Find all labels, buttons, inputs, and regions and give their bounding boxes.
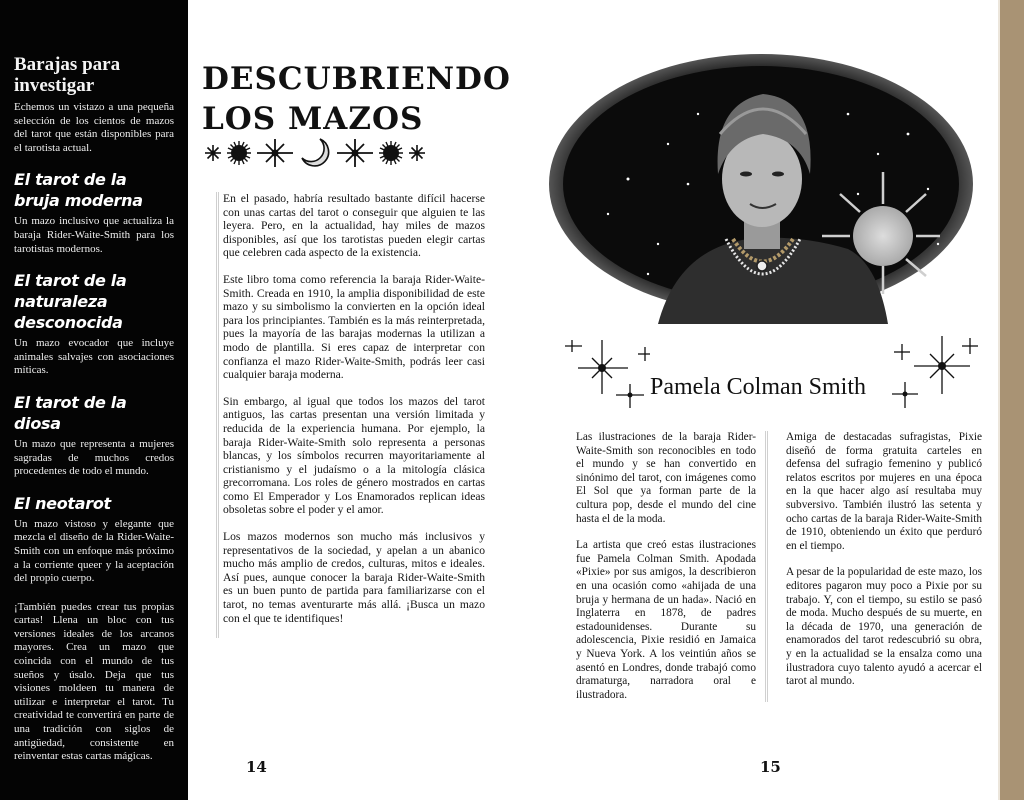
sidebar-intro: Echemos un vistazo a una pequeña selección de los cientos de mazos del tarot que están disponibles para el tarotista actual.	[14, 101, 174, 154]
paragraph: A pesar de la popularidad de este mazo, los editores pagaron muy poco a Pixie por su trabajo. Y, con el tiempo, su estilo se pasó de moda. Mucho después de su muerte, en la década de 1970, una generación de enamorados del tarot redescubrió su obra, y en la actualidad se la ensalza como una ilustradora cuyo talento ayudó a acercar el tarot al mundo.	[786, 566, 982, 688]
deck-title: El tarot de la naturaleza desconocida	[14, 271, 127, 333]
paragraph: La artista que creó estas ilustraciones fue Pamela Colman Smith. Apodada «Pixie» por sus amigos, la describieron en una ocasión como «ahijada de una bruja y hermana de un hada». Nació en Inglaterra en 1878, de padres estadounidenses. Durante su adolescencia, Pixie residió en Jamaica y Nueva York. A los veintiún años se asentó en Londres, donde trabajó como dramaturga, narradora oral e ilustradora.	[576, 539, 756, 701]
portrait-caption-block	[560, 332, 980, 412]
sun-icon	[226, 140, 252, 169]
page-title	[202, 59, 511, 139]
page-edge-decoration	[998, 0, 1024, 800]
paragraph: Sin embargo, al igual que todos los mazos del tarot antiguos, las cartas presentan una versión limitada y reducida de la experiencia humana. Por ejemplo, la baraja Rider-Waite-Smith solo representa a personas blancas, y los símbolos recurren mayoritariamente al cristianismo y el judaísmo o a la mitología clásica grecorromana. Los roles de género mostrados en cartas como El Emperador y Los Enamorados replican ideas obsoletas sobre el poder y el amor.	[223, 394, 485, 517]
portrait-illustration	[548, 44, 974, 324]
sidebar-content	[14, 54, 174, 764]
star-large-icon	[336, 138, 374, 171]
deck-description: Un mazo evocador que incluye animales salvajes con asociaciones míticas.	[14, 337, 174, 377]
deck-description: Un mazo vistoso y elegante que mezcla el diseño de la Rider-Waite-Smith con un enfoque más próximo a la corriente queer y la aceptación del propio cuerpo.	[14, 517, 174, 585]
paragraph: Los mazos modernos son mucho más inclusivos y representativos de la sociedad, y apelan a un abanico mucho más amplio de credos, culturas, mitos e ideales. Así pues, aunque conocer la baraja Rider-Waite-Smith es un buen punto de partida para familiarizarse con el tarot, no temas aventurarte más allá. ¡Busca un mazo con el que te identifiques!	[223, 530, 485, 625]
portrait-caption: Pamela Colman Smith	[650, 374, 866, 400]
star-small-icon	[204, 144, 222, 165]
deck-title: El tarot de la diosa	[14, 392, 127, 433]
right-page-column-2	[765, 431, 982, 702]
paragraph: Este libro toma como referencia la baraja Rider-Waite-Smith. Creada en 1910, la amplia disponibilidad de este mazo y su simbolismo la convierten en la opción ideal para los principiantes. También es la más reinterpretada, pues la mayoría de las barajas modernas la utilizan a modo de plantilla. Si eres capaz de interpretar con confianza el mazo Rider-Waite-Smith, podrás leer casi cualquier baraja moderna.	[223, 272, 485, 382]
deck-description: Un mazo inclusivo que actualiza la baraja Rider-Waite-Smith para los tarotistas modernos.	[14, 215, 174, 255]
title-line-2: LOS MAZOS	[202, 100, 424, 137]
sidebar-deck-list	[0, 0, 188, 800]
deck-title: El neotarot	[14, 493, 111, 513]
paragraph: Las ilustraciones de la baraja Rider-Waite-Smith son reconocibles en todo el mundo y se han convertido en sinónimo del tarot, con imágenes como El Sol que ya forman parte de la cultura pop, desde el mundo del cine hasta el de la moda.	[576, 431, 756, 525]
deck-description: Un mazo que representa a mujeres sagradas de muchos credos procedentes de todo el mundo.	[14, 437, 174, 478]
right-page-column-1	[576, 431, 756, 715]
left-page-body	[216, 192, 485, 638]
star-small-icon	[408, 144, 426, 165]
deck-title: El tarot de la bruja moderna	[14, 170, 143, 211]
celestial-ornament	[204, 136, 426, 173]
star-large-icon	[256, 138, 294, 171]
page-number-right: 15	[760, 758, 781, 776]
sidebar-closing: ¡También puedes crear tus propias cartas! Llena un bloc con tus versiones ideales de los arcanos mayores. Crea un mazo que coincida con el mundo de tus sueños y úsalo. Deja que tus visiones moldeen tu manera de utilizar e interpretar el tarot. Tu creatividad te convertirá en parte de una tradición con siglos de antigüedad, consistente en reinventar estas cartas mágicas.	[14, 600, 174, 763]
paragraph: En el pasado, habría resultado bastante difícil hacerse con unas cartas del tarot o conseguir que alguien te las leyera. Pero, en la actualidad, hay miles de mazos disponibles, así que los tarotistas pueden elegir cartas que celebren cada aspecto de la existencia.	[223, 192, 485, 260]
sparkle-stars-icon	[560, 332, 650, 412]
title-line-1: DESCUBRIENDO	[202, 60, 511, 97]
sun-icon	[378, 140, 404, 169]
sidebar-title: Barajas para investigar	[14, 54, 121, 96]
crescent-moon-icon	[298, 136, 332, 173]
sparkle-stars-icon	[888, 332, 980, 412]
paragraph: Amiga de destacadas sufragistas, Pixie diseñó de forma gratuita carteles en defensa del sufragio femenino y publicó relatos escritos por mujeres en una época en la que hacer algo así resultaba muy subversivo. También ilustró las setenta y ocho cartas de la baraja Rider-Waite-Smith de 1910, obteniendo un éxito que perduró en el tiempo.	[786, 431, 982, 552]
page-number-left: 14	[246, 758, 267, 776]
